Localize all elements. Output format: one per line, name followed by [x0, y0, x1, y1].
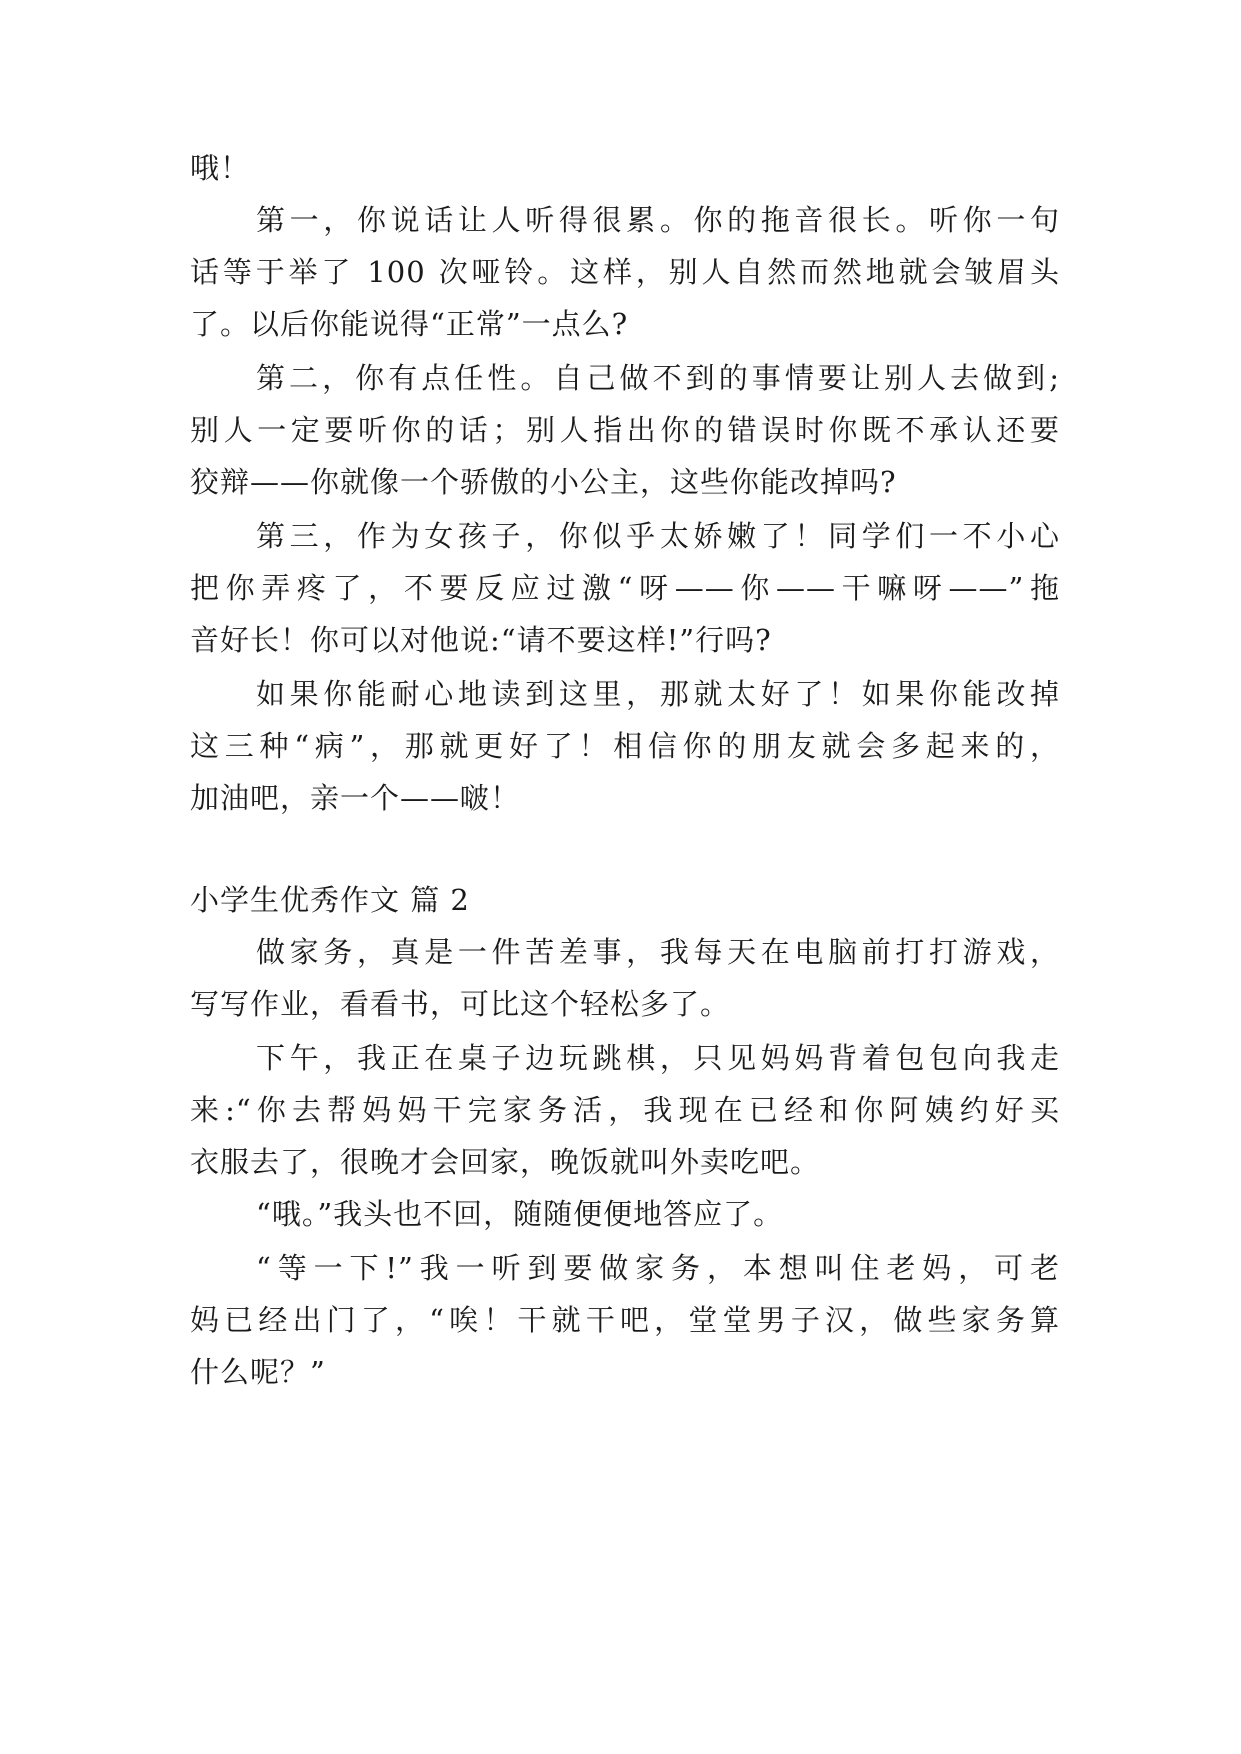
text-line-18: 来:“你去帮妈妈干完家务活，我现在已经和你阿姨约好买: [190, 1093, 1060, 1127]
text-line-1: 哦！: [190, 151, 251, 185]
text-line-8: 第三，作为女孩子，你似乎太娇嫩了！同学们一不小心: [256, 519, 1060, 553]
text-line-7: 狡辩——你就像一个骄傲的小公主，这些你能改掉吗?: [190, 465, 897, 499]
text-line-13: 加油吧，亲一个——啵！: [190, 781, 521, 815]
text-line-10: 音好长！你可以对他说:“请不要这样!”行吗?: [190, 623, 772, 657]
text-line-9: 把你弄疼了，不要反应过激“呀——你——干嘛呀——”拖: [190, 571, 1060, 605]
text-line-6: 别人一定要听你的话；别人指出你的错误时你既不承认还要: [190, 413, 1060, 447]
text-line-4: 了。以后你能说得“正常”一点么?: [190, 307, 629, 341]
text-line-16: 写写作业，看看书，可比这个轻松多了。: [190, 987, 731, 1021]
text-line-22: 妈已经出门了，“唉！干就干吧，堂堂男子汉，做些家务算: [190, 1303, 1060, 1337]
text-line-21: “等一下!”我一听到要做家务，本想叫住老妈，可老: [256, 1251, 1060, 1285]
text-line-20: “哦。”我头也不回，随随便便地答应了。: [256, 1197, 784, 1231]
text-line-5: 第二，你有点任性。自己做不到的事情要让别人去做到;: [256, 361, 1060, 395]
section-heading: 小学生优秀作文 篇 2: [190, 883, 470, 917]
text-line-15: 做家务，真是一件苦差事，我每天在电脑前打打游戏，: [256, 935, 1060, 969]
text-line-12: 这三种“病”，那就更好了！相信你的朋友就会多起来的，: [190, 729, 1060, 763]
text-line-2: 第一，你说话让人听得很累。你的拖音很长。听你一句: [256, 203, 1060, 237]
text-line-17: 下午，我正在桌子边玩跳棋，只见妈妈背着包包向我走: [256, 1041, 1060, 1075]
text-line-23: 什么呢？”: [190, 1355, 326, 1389]
text-line-11: 如果你能耐心地读到这里，那就太好了！如果你能改掉: [256, 677, 1060, 711]
text-line-19: 衣服去了，很晚才会回家，晚饭就叫外卖吃吧。: [190, 1145, 821, 1179]
text-line-3: 话等于举了 100 次哑铃。这样，别人自然而然地就会皱眉头: [190, 255, 1060, 289]
